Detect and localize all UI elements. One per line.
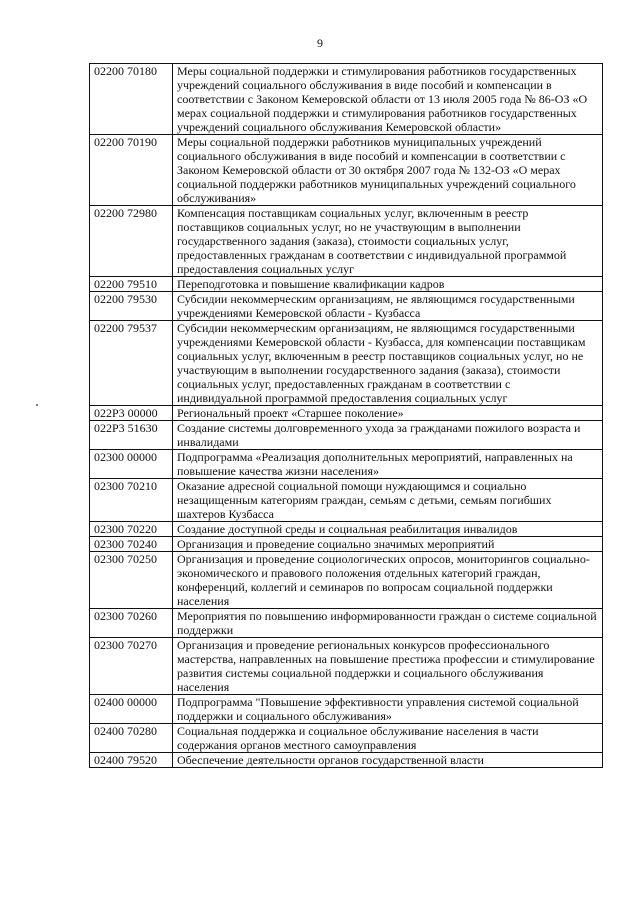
row-code: 02300 00000 bbox=[90, 450, 173, 479]
table-row bbox=[90, 479, 603, 522]
row-description: Компенсация поставщикам социальных услуг, включенным в реестр поставщиков социальных услуг, но не участвующим в выполнении государственного задания (заказа), стоимости социальных услуг, предоставленных гражданам в соответствии с индивидуальной программой предоставления социальных услуг bbox=[173, 206, 603, 277]
table-row bbox=[90, 64, 603, 135]
row-code: 02300 70210 bbox=[90, 479, 173, 522]
table-row bbox=[90, 609, 603, 638]
row-description: Субсидии некоммерческим организациям, не являющимся государственными учреждениями Кемеровской области - Кузбасса, для компенсации поставщикам социальных услуг, включенным в реестр поставщиков социальных услуг, но не участвующим в выполнении государственного задания (заказа), стоимости социальных услуг, предоставленных гражданам в соответствии с индивидуальной программой предоставления социальных услуг bbox=[173, 321, 603, 406]
table-row bbox=[90, 753, 603, 768]
table-row bbox=[90, 321, 603, 406]
table-row bbox=[90, 206, 603, 277]
table-row bbox=[90, 724, 603, 753]
row-description: Социальная поддержка и социальное обслуживание населения в части содержания органов местного самоуправления bbox=[173, 724, 603, 753]
row-description: Меры социальной поддержки работников муниципальных учреждений социального обслуживания в виде пособий и компенсации в соответствии с Законом Кемеровской области от 30 октября 2007 года № 132-ОЗ «О мерах социальной поддержки работников муниципальных учреждений социального обслуживания» bbox=[173, 135, 603, 206]
table-body bbox=[90, 64, 603, 768]
row-description: Меры социальной поддержки и стимулирования работников государственных учреждений социального обслуживания в виде пособий и компенсации в соответствии с Законом Кемеровской области от 13 июля 2005 года № 86-ОЗ «О мерах социальной поддержки и стимулирования работников государственных учреждений социального обслуживания Кемеровской области» bbox=[173, 64, 603, 135]
row-description: Подпрограмма «Реализация дополнительных мероприятий, направленных на повышение качества жизни населения» bbox=[173, 450, 603, 479]
row-description: Оказание адресной социальной помощи нуждающимся и социально незащищенным категориям граждан, семьям с детьми, семьям погибших шахтеров Кузбасса bbox=[173, 479, 603, 522]
table-row bbox=[90, 695, 603, 724]
table-row bbox=[90, 450, 603, 479]
table-row bbox=[90, 421, 603, 450]
row-description: Субсидии некоммерческим организациям, не являющимся государственными учреждениями Кемеровской области - Кузбасса bbox=[173, 292, 603, 321]
row-code: 02400 70280 bbox=[90, 724, 173, 753]
row-code: 02300 70220 bbox=[90, 522, 173, 537]
scan-dot-mark bbox=[36, 404, 38, 406]
table-row bbox=[90, 292, 603, 321]
row-code: 02300 70250 bbox=[90, 552, 173, 609]
row-description: Организация и проведение региональных конкурсов профессионального мастерства, направленных на повышение престижа профессии и стимулирование развития системы социальной поддержки и социального обслуживания населения bbox=[173, 638, 603, 695]
table-row bbox=[90, 135, 603, 206]
table-row bbox=[90, 552, 603, 609]
row-code: 02200 79537 bbox=[90, 321, 173, 406]
row-code: 02200 70190 bbox=[90, 135, 173, 206]
row-code: 02400 79520 bbox=[90, 753, 173, 768]
row-description: Переподготовка и повышение квалификации кадров bbox=[173, 277, 603, 292]
table-row bbox=[90, 277, 603, 292]
row-description: Организация и проведение социально значимых мероприятий bbox=[173, 537, 603, 552]
row-description: Создание доступной среды и социальная реабилитация инвалидов bbox=[173, 522, 603, 537]
table-row bbox=[90, 638, 603, 695]
row-code: 02200 79510 bbox=[90, 277, 173, 292]
row-code: 02400 00000 bbox=[90, 695, 173, 724]
row-code: 022P3 51630 bbox=[90, 421, 173, 450]
row-code: 022P3 00000 bbox=[90, 406, 173, 421]
row-description: Подпрограмма "Повышение эффективности управления системой социальной поддержки и социального обслуживания» bbox=[173, 695, 603, 724]
row-description: Мероприятия по повышению информированности граждан о системе социальной поддержки bbox=[173, 609, 603, 638]
table-row bbox=[90, 406, 603, 421]
table-row bbox=[90, 537, 603, 552]
page-number: 9 bbox=[317, 36, 323, 50]
table-row bbox=[90, 522, 603, 537]
row-code: 02200 70180 bbox=[90, 64, 173, 135]
row-code: 02200 72980 bbox=[90, 206, 173, 277]
row-code: 02300 70270 bbox=[90, 638, 173, 695]
row-description: Обеспечение деятельности органов государственной власти bbox=[173, 753, 603, 768]
row-description: Создание системы долговременного ухода за гражданами пожилого возраста и инвалидами bbox=[173, 421, 603, 450]
row-code: 02300 70240 bbox=[90, 537, 173, 552]
row-description: Региональный проект «Старшее поколение» bbox=[173, 406, 603, 421]
row-description: Организация и проведение социологических опросов, мониторингов социально-экономического и правового положения отдельных категорий граждан, конференций, коллегий и семинаров по вопросам социальной поддержки населения bbox=[173, 552, 603, 609]
budget-classification-table bbox=[89, 63, 603, 768]
row-code: 02200 79530 bbox=[90, 292, 173, 321]
row-code: 02300 70260 bbox=[90, 609, 173, 638]
